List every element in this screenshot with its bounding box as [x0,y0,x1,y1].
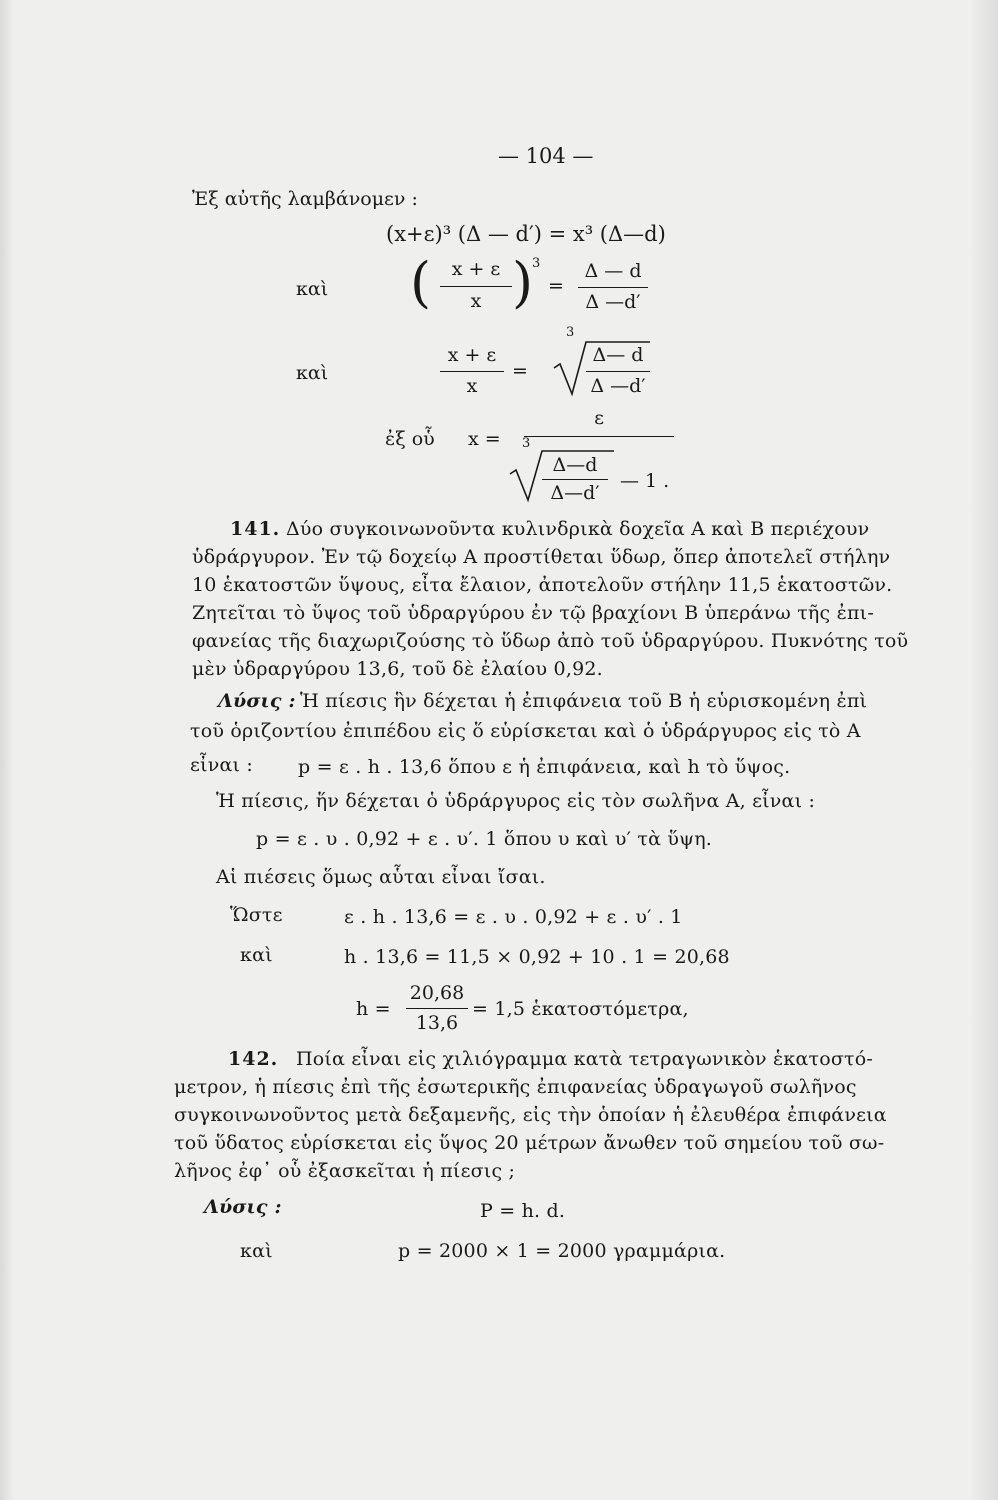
solution-142-label: Λύσις : [204,1196,282,1218]
eq4-radicand-numerator: Δ—d [552,454,598,476]
eq3-rhs-denominator: Δ —d′ [590,375,646,397]
problem-142-number: 142. [228,1048,279,1070]
eq4-tail: — 1 . [620,470,670,492]
eq3-lhs-numerator: x + ε [447,344,497,366]
problem-141-line: μὲν ὑδραργύρου 13,6, τοῦ δὲ ἐλαίου 0,92. [192,658,603,680]
problem-141-line: ὑδράργυρον. Ἐν τῷ δοχείῳ Α προστίθεται ὕδωρ, ὅπερ ἀποτελεῖ στήλην [192,546,891,568]
solution-141-fraction-bar [406,1008,468,1009]
page-number: — 104 — [498,144,594,168]
problem-141-number: 141. [230,518,281,540]
eq3-lhs-bar [440,371,504,372]
eq4-radicand-denominator: Δ—d′ [550,482,600,504]
solution-141-line-label: καὶ [240,944,273,966]
solution-141-line: τοῦ ὁριζοντίου ἐπιπέδου εἰς ὅ εὑρίσκεται καὶ ὁ ὑδράργυρος εἰς τὸ Α [190,720,861,742]
intro-text: Ἐξ αὐτῆς λαμβάνομεν : [192,188,418,210]
eq2-exponent: 3 [532,256,541,271]
solution-141-equation: h . 13,6 = 11,5 × 0,92 + 10 . 1 = 20,68 [344,946,730,968]
problem-141-line: 10 ἑκατοστῶν ὕψους, εἶτα ἔλαιον, ἀποτελοῦν στήλην 11,5 ἑκατοστῶν. [192,574,893,596]
solution-141-fraction-denominator: 13,6 [415,1012,459,1034]
eq4-label: ἐξ οὗ [385,428,435,450]
solution-141-line-label: Ὥστε [230,904,283,926]
eq2-equals: = [548,275,564,297]
solution-141-fraction-numerator: 20,68 [409,982,465,1004]
left-paren: ( [410,251,432,314]
eq3-rhs-bar [586,371,650,372]
solution-141-equation: p = ε . υ . 0,92 + ε . υ′. 1 ὅπου υ καὶ υ′ τὰ ὕψη. [256,828,713,850]
equation-1: (x+ε)³ (Δ — d′) = x³ (Δ—d) [386,222,666,246]
eq3-root-index: 3 [566,325,575,340]
solution-141-equation: p = ε . h . 13,6 ὅπου ε ἡ ἐπιφάνεια, καὶ h τὸ ὕψος. [298,756,791,778]
solution-141-h-lhs: h = [356,998,391,1020]
solution-142-equation: P = h. d. [480,1200,566,1222]
eq2-label: καὶ [296,278,329,300]
eq2-lhs-bar [440,286,512,287]
solution-141-label: Λύσις : [218,690,296,712]
problem-142-line: μετρον, ἡ πίεσις ἐπὶ τῆς ἐσωτερικῆς ἐπιφανείας ὑδραγωγοῦ σωλῆνος [174,1076,857,1098]
solution-141-line: Ἡ πίεσις ἣν δέχεται ἡ ἐπιφάνεια τοῦ Β ἡ εὑρισκομένη ἐπὶ [300,690,868,712]
right-paren: ) [512,251,534,314]
eq4-radicand-bar [542,479,608,480]
eq2-rhs-denominator: Δ —d′ [585,291,641,313]
solution-141-result: = 1,5 ἑκατοστόμετρα, [472,998,689,1020]
eq3-equals: = [512,360,528,382]
solution-142-line-label: καὶ [240,1240,273,1262]
eq4-numerator: ε [594,407,604,429]
eq4-main-bar [524,436,674,437]
eq3-label: καὶ [296,362,329,384]
eq2-lhs-denominator: x [470,290,482,312]
eq2-rhs-numerator: Δ — d [584,260,642,282]
solution-142-equation: p = 2000 × 1 = 2000 γραμμάρια. [398,1240,726,1262]
problem-141-line: φανείας τῆς διαχωριζούσης τὸ ὕδωρ ἀπὸ τοῦ ὑδραργύρου. Πυκνότης τοῦ [192,630,909,652]
solution-141-line: Ἡ πίεσις, ἥν δέχεται ὁ ὑδράργυρος εἰς τὸν σωλῆνα Α, εἶναι : [216,790,816,812]
problem-142-line: λῆνος ἐφ᾽ οὗ ἐξασκεῖται ἡ πίεσις ; [174,1160,516,1182]
solution-141-line-label: εἶναι : [190,754,253,776]
problem-142-line: τοῦ ὕδατος εὑρίσκεται εἰς ὕψος 20 μέτρων ἄνωθεν τοῦ σημείου τοῦ σω- [174,1132,885,1154]
problem-142-line: συγκοινωνοῦντος μετὰ δεξαμενῆς, εἰς τὴν ὁποίαν ἡ ἐλευθέρα ἐπιφάνεια [174,1104,887,1126]
problem-141-line: Ζητεῖται τὸ ὕψος τοῦ ὑδραργύρου ἐν τῷ βραχίονι Β ὑπεράνω τῆς ἐπι- [192,602,874,624]
solution-141-line: Αἱ πιέσεις ὅμως αὗται εἶναι ἴσαι. [216,866,546,888]
eq4-root-index: 3 [522,436,531,451]
problem-141-line: Δύο συγκοινωνοῦντα κυλινδρικὰ δοχεῖα Α καὶ Β περιέχουν [286,518,870,540]
eq4-lhs: x = [468,428,501,450]
solution-141-equation: ε . h . 13,6 = ε . υ . 0,92 + ε . υ′ . 1 [344,906,683,928]
eq2-rhs-bar [578,287,648,288]
eq3-lhs-denominator: x [466,375,478,397]
eq3-rhs-numerator: Δ— d [592,344,644,366]
eq2-lhs-numerator: x + ε [451,258,501,280]
problem-142-line: Ποία εἶναι εἰς χιλιόγραμμα κατὰ τετραγωνικὸν ἑκατοστό- [296,1048,873,1070]
